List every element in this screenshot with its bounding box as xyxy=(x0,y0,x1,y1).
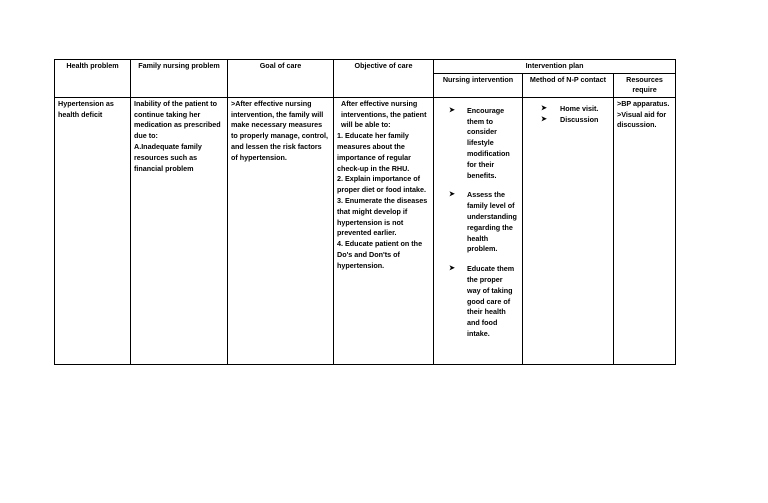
objective-item: 3. Enumerate the diseases that might develop if hypertension is not prevented earlier. xyxy=(337,196,428,238)
nursing-care-plan-table xyxy=(54,59,676,365)
cell-resources-required xyxy=(614,97,676,364)
list-item xyxy=(437,190,519,255)
method-text: Home visit. xyxy=(560,103,599,113)
objective-item: 1. Educate her family measures about the importance of regular check-up in the RHU. xyxy=(337,131,411,173)
header-resources-required: Resources require xyxy=(614,74,676,98)
resource-item: >BP apparatus. xyxy=(617,98,670,108)
method-list xyxy=(526,99,610,126)
nursing-intervention-text: Assess the family level of understanding regarding the health problem. xyxy=(467,190,517,254)
arrow-bullet-icon: ➤ xyxy=(449,106,455,114)
cell-health-problem: Hypertension as health deficit xyxy=(55,97,131,364)
header-row-primary xyxy=(55,60,676,74)
cell-goal-of-care: >After effective nursing intervention, the family will make necessary measures to properly manage, control, and lessen the risk factors of hypertension. xyxy=(228,97,334,364)
objective-item: 2. Explain importance of proper diet or food intake. xyxy=(337,174,427,195)
arrow-bullet-icon: ➤ xyxy=(449,265,455,273)
cell-nursing-intervention xyxy=(434,97,523,364)
nursing-intervention-text: Educate them the proper way of taking good care of their health and food intake. xyxy=(467,264,515,339)
header-objective-of-care: Objective of care xyxy=(334,60,434,98)
cell-objective-of-care xyxy=(334,97,434,364)
method-text: Discussion xyxy=(560,114,599,124)
nursing-care-plan-sheet xyxy=(54,59,675,365)
list-item xyxy=(437,106,519,182)
nursing-intervention-text: Encourage them to consider lifestyle modification for their benefits. xyxy=(467,105,510,180)
list-item xyxy=(437,264,519,340)
header-intervention-plan: Intervention plan xyxy=(434,60,676,74)
header-goal-of-care: Goal of care xyxy=(228,60,334,98)
list-item xyxy=(526,115,610,126)
cell-family-nursing-problem: Inability of the patient to continue taking her medication as prescribed due to: A.Inadequate family resources such as financial problem xyxy=(131,97,228,364)
header-family-nursing-problem: Family nursing problem xyxy=(131,60,228,98)
resource-item: >Visual aid for discussion. xyxy=(617,109,667,130)
arrow-bullet-icon: ➤ xyxy=(541,104,547,112)
cell-method-of-contact xyxy=(523,97,614,364)
objective-intro: After effective nursing interventions, the patient will be able to: xyxy=(341,98,427,130)
arrow-bullet-icon: ➤ xyxy=(541,115,547,123)
list-item xyxy=(526,104,610,115)
header-method-of-contact: Method of N-P contact xyxy=(523,74,614,98)
header-nursing-intervention: Nursing intervention xyxy=(434,74,523,98)
header-health-problem: Health problem xyxy=(55,60,131,98)
table-row xyxy=(55,97,676,364)
nursing-intervention-list xyxy=(437,106,519,340)
arrow-bullet-icon: ➤ xyxy=(449,191,455,199)
objective-item: 4. Educate patient on the Do's and Don'ts of hypertension. xyxy=(337,239,423,270)
